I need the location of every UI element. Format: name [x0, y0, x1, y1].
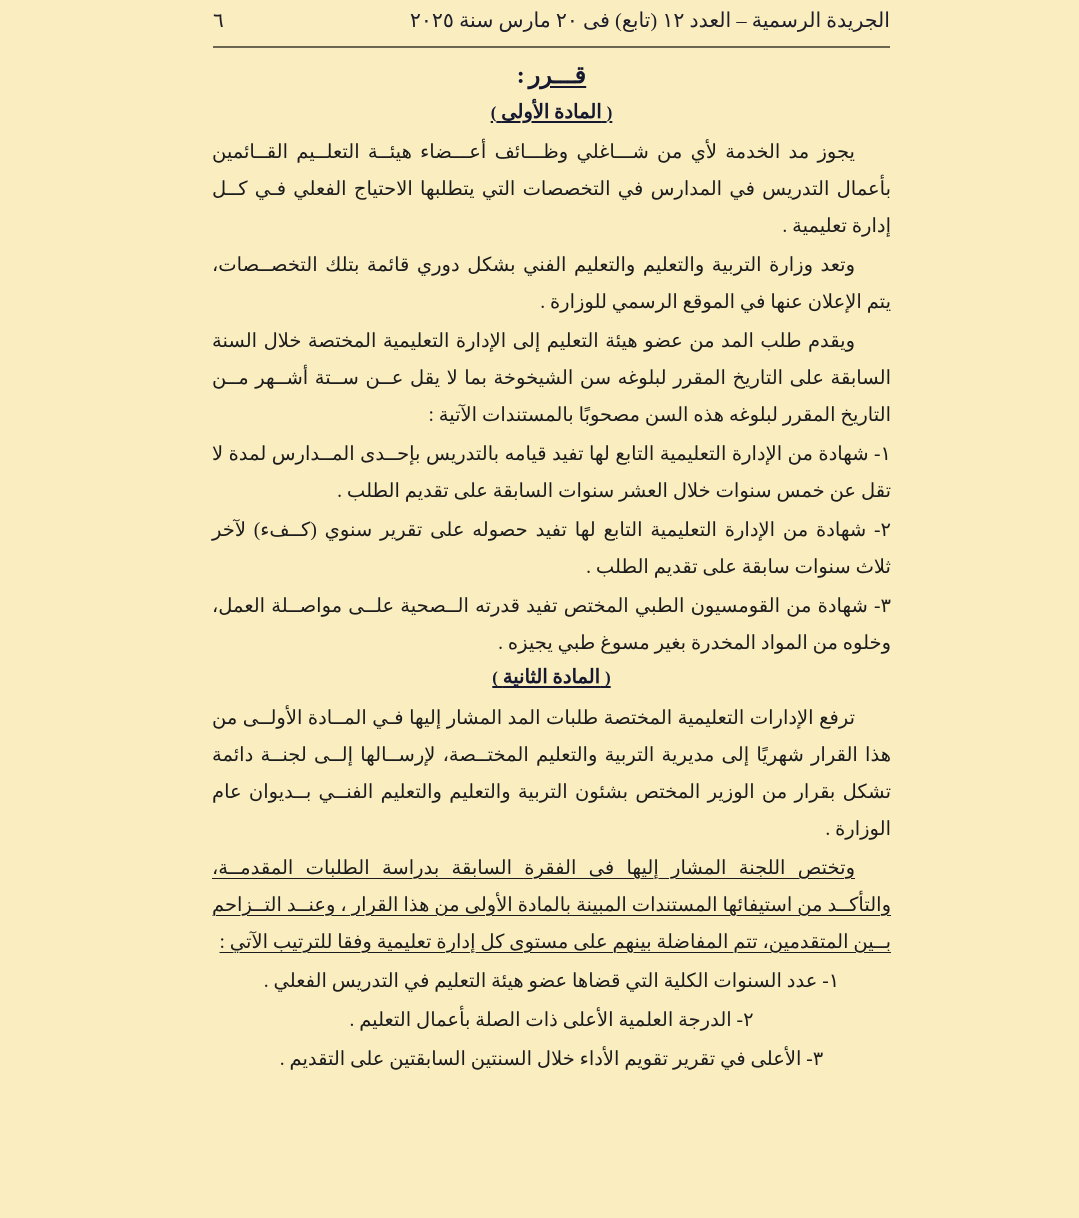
- document-body: [212, 58, 891, 1080]
- ranking-criterion-item: ٣- الأعلى في تقرير تقويم الأداء خلال السنتين السابقتين على التقديم .: [279, 1048, 824, 1070]
- decree-label-colon: :: [516, 63, 525, 89]
- article-one-close-paren: ): [490, 102, 497, 122]
- page-number: ٦: [213, 10, 224, 32]
- article-two-close-paren: ): [492, 668, 498, 688]
- decree-label-text: قـــرر: [528, 63, 587, 89]
- ranking-criterion-item: ٢- الدرجة العلمية الأعلى ذات الصلة بأعمال التعليم .: [349, 1009, 754, 1031]
- article-one-paragraph: يجوز مد الخدمة لأي من شـــاغلي وظـــائف أعـــضاء هيئــة التعلــيم القــائمين بأعمال التدريس في المدارس في التخصصات التي يتطلبها الاحتياج الفعلي فـي كــل إدارة تعليمية .: [212, 142, 891, 238]
- decree-label: [212, 62, 891, 91]
- required-document-item: ١- شهادة من الإدارة التعليمية التابع لها تفيد قيامه بالتدريس بإحــدى المــدارس لمدة لا تقل عن خمس سنوات خلال العشر سنوات السابقة على تقديم الطلب .: [212, 444, 891, 503]
- required-document-item: ٣- شهادة من القومسيون الطبي المختص تفيد قدرته الــصحية علــى مواصــلة العمل، وخلوه من المواد المخدرة بغير مسوغ طبي يجيزه .: [212, 596, 891, 655]
- article-two-paragraph: ترفع الإدارات التعليمية المختصة طلبات المد المشار إليها فـي المــادة الأولــى من هذا القرار شهريًا إلى مديرية التربية والتعليم المختــصة، لإرســالها إلــى لجنــة دائمة تشكل بقرار من الوزير المختص بشئون التربية والتعليم والتعليم الفنــي بــديوان عام الوزارة .: [212, 707, 891, 840]
- article-two-heading: [212, 666, 891, 690]
- article-two-heading-text: المادة الثانية: [502, 667, 601, 689]
- article-one-paragraph: ويقدم طلب المد من عضو هيئة التعليم إلى الإدارة التعليمية المختصة خلال السنة السابقة على التاريخ المقرر لبلوغه سن الشيخوخة بما لا يقل عــن ســتة أشــهر مــن التاريخ المقرر لبلوغه هذه السن مصحوبًا بالمستندات الآتية :: [212, 331, 891, 427]
- article-one-heading-text: المادة الأولى: [501, 101, 602, 123]
- ranking-criterion-item: ١- عدد السنوات الكلية التي قضاها عضو هيئة التعليم في التدريس الفعلي .: [263, 970, 840, 992]
- required-document-item: ٢- شهادة من الإدارة التعليمية التابع لها تفيد حصوله على تقرير سنوي (كــفء) لآخر ثلاث سنوات سابقة على تقديم الطلب .: [212, 520, 891, 579]
- article-two-open-paren: (: [605, 668, 611, 688]
- article-two-underlined-paragraph: وتختص اللجنة المشار إليها فى الفقرة السابقة بدراسة الطلبات المقدمــة، والتأكــد من استيفائها المستندات المبينة بالمادة الأولى من هذا القرار ، وعنــد التــزاحم بــين المتقدمين، تتم المفاضلة بينهم على مستوى كل إدارة تعليمية وفقا للترتيب الآتي :: [212, 857, 891, 953]
- running-header: [213, 8, 890, 33]
- article-one-paragraph: وتعد وزارة التربية والتعليم والتعليم الفني بشكل دوري قائمة بتلك التخصــصات، يتم الإعلان عنها في الموقع الرسمي للوزارة .: [212, 255, 891, 314]
- header-divider: [213, 46, 890, 48]
- header-title: الجريدة الرسمية – العدد ١٢ (تابع) فى ٢٠ مارس سنة ٢٠٢٥: [409, 10, 890, 32]
- article-one-open-paren: (: [606, 102, 613, 122]
- article-one-heading: [212, 101, 891, 125]
